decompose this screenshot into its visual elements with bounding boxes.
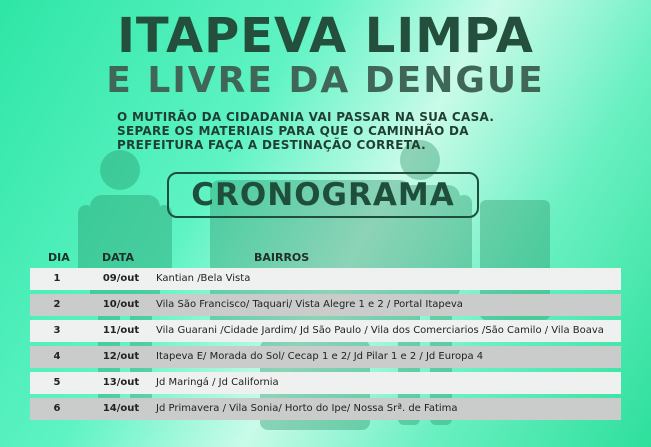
cell-bairros: Kantian /Bela Vista: [156, 273, 251, 284]
cronograma-banner: CRONOGRAMA: [167, 172, 479, 218]
cell-data: 12/out: [102, 351, 140, 362]
cell-bairros: Vila Guarani /Cidade Jardim/ Jd São Paulo / Vila dos Comerciarios /São Camilo / Vila Boava: [156, 325, 604, 336]
cell-data: 13/out: [102, 377, 140, 388]
intro-line: PREFEITURA FAÇA A DESTINAÇÃO CORRETA.: [117, 138, 426, 152]
cell-data: 14/out: [102, 403, 140, 414]
cell-data: 11/out: [102, 325, 140, 336]
cell-dia: 1: [53, 273, 61, 284]
page-subtitle: E LIVRE DA DENGUE: [106, 60, 545, 101]
intro-line: SEPARE OS MATERIAIS PARA QUE O CAMINHÃO DA: [117, 124, 469, 138]
cell-data: 09/out: [102, 273, 140, 284]
schedule-table: [30, 268, 621, 424]
table-row: [30, 320, 621, 342]
intro-text: [117, 110, 557, 152]
page-title: ITAPEVA LIMPA: [117, 8, 534, 64]
cell-dia: 4: [53, 351, 61, 362]
table-row: [30, 294, 621, 316]
header-dia: DIA: [48, 251, 70, 264]
header-bairros: BAIRROS: [254, 251, 310, 264]
cell-dia: 2: [53, 299, 61, 310]
cell-dia: 5: [53, 377, 61, 388]
cell-bairros: Itapeva E/ Morada do Sol/ Cecap 1 e 2/ Jd Pilar 1 e 2 / Jd Europa 4: [156, 351, 484, 362]
header-data: DATA: [102, 251, 134, 264]
cell-dia: 3: [53, 325, 61, 336]
intro-line: O MUTIRÃO DA CIDADANIA VAI PASSAR NA SUA CASA.: [117, 110, 495, 124]
cell-bairros: Jd Maringá / Jd California: [156, 377, 279, 388]
table-header: [0, 251, 651, 267]
table-row: [30, 372, 621, 394]
cell-bairros: Vila São Francisco/ Taquari/ Vista Alegre 1 e 2 / Portal Itapeva: [156, 299, 463, 310]
cell-bairros: Jd Primavera / Vila Sonia/ Horto do Ipe/ Nossa Srª. de Fatima: [156, 403, 458, 414]
table-row: [30, 268, 621, 290]
cell-data: 10/out: [102, 299, 140, 310]
table-row: [30, 398, 621, 420]
cell-dia: 6: [53, 403, 61, 414]
table-row: [30, 346, 621, 368]
